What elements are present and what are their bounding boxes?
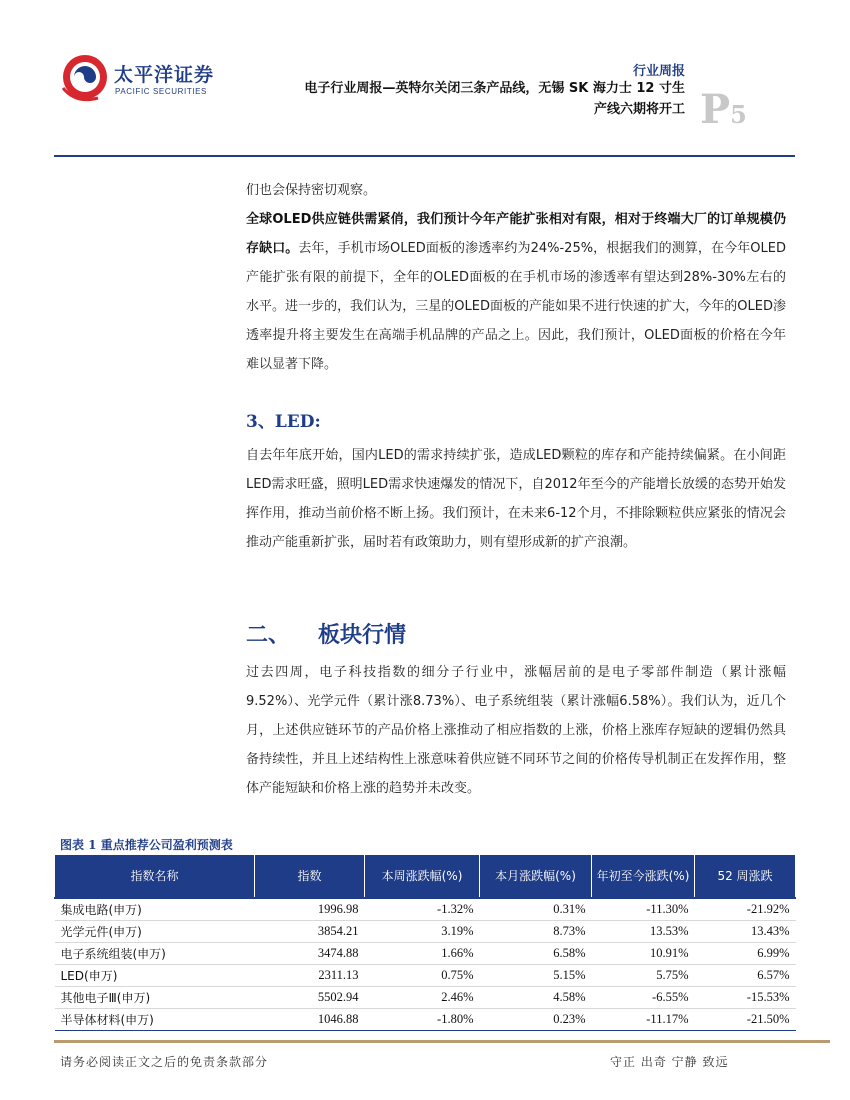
table-row bbox=[55, 987, 796, 1009]
cell-monthly-change: 6.58% bbox=[480, 943, 592, 965]
logo-english-name: PACIFIC SECURITIES bbox=[115, 87, 207, 96]
section-heading-sector-market bbox=[246, 618, 406, 649]
report-title-line-2: 产线六期将开工 bbox=[593, 102, 685, 117]
paragraph-led: 自去年年底开始，国内LED的需求持续扩张，造成LED颗粒的库存和产能持续偏紧。在小间距LED需求旺盛，照明LED需求快速爆发的情况下，自2012年至今的产能增长放缓的态势开始发挥作用，推动当前价格不断上扬。我们预计，在未来6-12个月，不排除颗粒供应紧张的情况会推动产能重新扩张，届时若有政策助力，则有望形成新的扩产浪潮。 bbox=[246, 448, 786, 550]
cell-index-name: 其他电子Ⅲ(申万) bbox=[55, 987, 255, 1009]
cell-52-week-change: -15.53% bbox=[695, 987, 796, 1009]
cell-weekly-change: 2.46% bbox=[365, 987, 480, 1009]
footer-divider bbox=[54, 1040, 830, 1043]
cell-index-value: 1046.88 bbox=[255, 1009, 365, 1031]
report-type: 行业周报 bbox=[632, 64, 685, 79]
report-title-line-1: 电子行业周报—英特尔关闭三条产品线，无锡 SK 海力士 12 寸生 bbox=[304, 81, 685, 96]
table-row bbox=[55, 943, 796, 965]
header-index-value: 指数 bbox=[255, 855, 365, 899]
header-index-name: 指数名称 bbox=[55, 855, 255, 899]
cell-weekly-change: 0.75% bbox=[365, 965, 480, 987]
table-header-row bbox=[55, 855, 796, 899]
cell-index-value: 5502.94 bbox=[255, 987, 365, 1009]
header-divider bbox=[54, 155, 795, 157]
table-caption: 图表 1 重点推荐公司盈利预测表 bbox=[60, 838, 233, 852]
page-number-value: 5 bbox=[730, 100, 747, 129]
page-number bbox=[700, 86, 747, 133]
page-letter: P bbox=[700, 86, 731, 133]
table-row bbox=[55, 1009, 796, 1031]
cell-52-week-change: -21.92% bbox=[695, 898, 796, 921]
index-performance-table bbox=[54, 854, 795, 1031]
cell-monthly-change: 8.73% bbox=[480, 921, 592, 943]
cell-index-name: 光学元件(申万) bbox=[55, 921, 255, 943]
report-title bbox=[205, 78, 685, 120]
section-heading-led: 3、LED: bbox=[246, 412, 321, 432]
cell-52-week-change: 6.99% bbox=[695, 943, 796, 965]
cell-monthly-change: 5.15% bbox=[480, 965, 592, 987]
logo-chinese-name: 太平洋证券 bbox=[114, 64, 215, 86]
footer-disclaimer: 请务必阅读正文之后的免责条款部分 bbox=[60, 1055, 269, 1069]
cell-weekly-change: -1.80% bbox=[365, 1009, 480, 1031]
header-weekly-change: 本周涨跌幅(%) bbox=[365, 855, 480, 899]
cell-ytd-change: -11.17% bbox=[592, 1009, 695, 1031]
paragraph-oled bbox=[246, 205, 786, 379]
table-row bbox=[55, 921, 796, 943]
cell-index-name: 电子系统组装(申万) bbox=[55, 943, 255, 965]
header-52-week-change: 52 周涨跌 bbox=[695, 855, 796, 899]
cell-ytd-change: 5.75% bbox=[592, 965, 695, 987]
section-title: 板块行情 bbox=[318, 623, 407, 648]
header-monthly-change: 本月涨跌幅(%) bbox=[480, 855, 592, 899]
header-ytd-change: 年初至今涨跌(%) bbox=[592, 855, 695, 899]
cell-monthly-change: 0.31% bbox=[480, 898, 592, 921]
cell-ytd-change: 10.91% bbox=[592, 943, 695, 965]
cell-ytd-change: 13.53% bbox=[592, 921, 695, 943]
cell-index-value: 1996.98 bbox=[255, 898, 365, 921]
cell-weekly-change: 3.19% bbox=[365, 921, 480, 943]
cell-52-week-change: -21.50% bbox=[695, 1009, 796, 1031]
cell-ytd-change: -11.30% bbox=[592, 898, 695, 921]
pacific-securities-logo-icon bbox=[58, 48, 110, 106]
cell-index-value: 3474.88 bbox=[255, 943, 365, 965]
paragraph-oled-body: 去年，手机市场OLED面板的渗透率约为24%-25%，根据我们的测算，在今年OLED产能扩张有限的前提下，全年的OLED面板的在手机市场的渗透率有望达到28%-30%左右的水平。进一步的，我们认为，三星的OLED面板的产能如果不进行快速的扩大，今年的OLED渗透率提升将主要发生在高端手机品牌的产品之上。因此，我们预计，OLED面板的价格在今年难以显著下降。 bbox=[246, 241, 786, 372]
paragraph-oled-bold-lead: 全球OLED供应链供需紧俏，我们预计今年产能扩张相对有限，相对于终端大厂的订单规模仍存缺口。 bbox=[246, 212, 786, 256]
paragraph-sector-market: 过去四周，电子科技指数的细分子行业中，涨幅居前的是电子零部件制造（累计涨幅9.52%）、光学元件（累计涨8.73%）、电子系统组装（累计涨幅6.58%）。我们认为，近几个月，上述供应链环节的产品价格上涨推动了相应指数的上涨，价格上涨库存短缺的逻辑仍然具备持续性，并且上述结构性上涨意味着供应链不同环节之间的价格传导机制正在发挥作用，整体产能短缺和价格上涨的趋势并未改变。 bbox=[246, 665, 786, 796]
cell-ytd-change: -6.55% bbox=[592, 987, 695, 1009]
cell-monthly-change: 0.23% bbox=[480, 1009, 592, 1031]
cell-index-name: 半导体材料(申万) bbox=[55, 1009, 255, 1031]
cell-weekly-change: 1.66% bbox=[365, 943, 480, 965]
cell-52-week-change: 6.57% bbox=[695, 965, 796, 987]
table-row bbox=[55, 965, 796, 987]
cell-52-week-change: 13.43% bbox=[695, 921, 796, 943]
table-row bbox=[55, 898, 796, 921]
cell-index-value: 2311.13 bbox=[255, 965, 365, 987]
cell-weekly-change: -1.32% bbox=[365, 898, 480, 921]
section-number: 二、 bbox=[246, 623, 291, 648]
footer-motto: 守正 出奇 宁静 致远 bbox=[610, 1055, 729, 1069]
cell-monthly-change: 4.58% bbox=[480, 987, 592, 1009]
cell-index-name: 集成电路(申万) bbox=[55, 898, 255, 921]
cell-index-value: 3854.21 bbox=[255, 921, 365, 943]
cell-index-name: LED(申万) bbox=[55, 965, 255, 987]
paragraph-continuation: 们也会保持密切观察。 bbox=[246, 183, 377, 198]
